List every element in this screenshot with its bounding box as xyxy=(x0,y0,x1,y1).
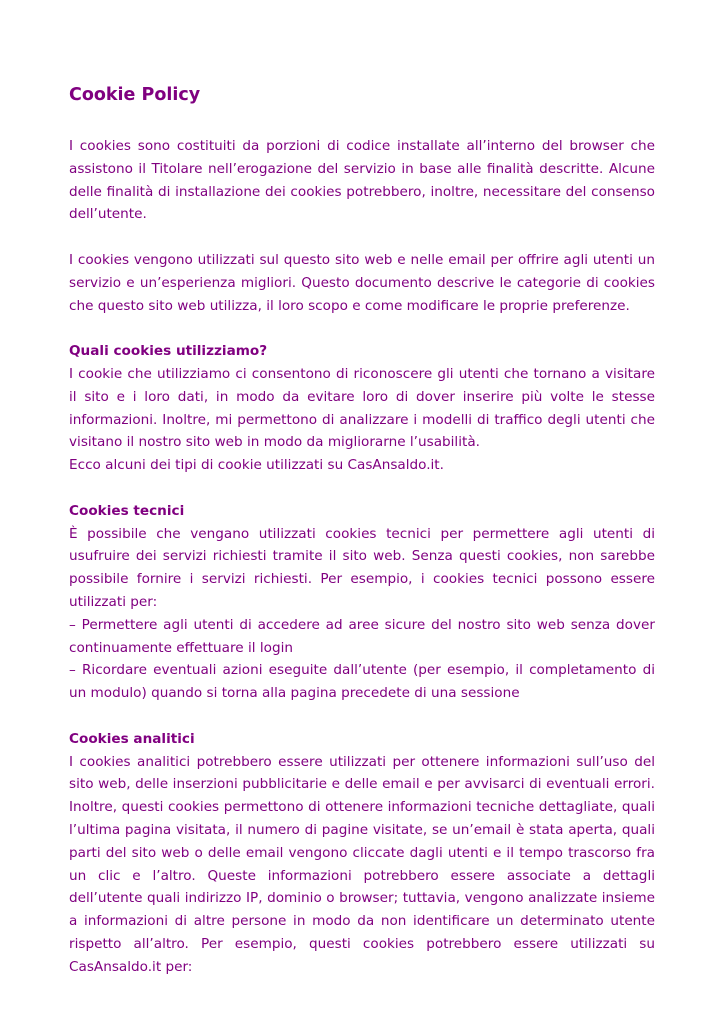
section-heading: Quali cookies utilizziamo? xyxy=(69,343,268,360)
paragraph-spacer xyxy=(69,477,655,500)
page-title: Cookie Policy xyxy=(69,85,201,105)
section-body: È possibile che vengano utilizzati cookies tecnici per permettere agli utenti di usufruire dei servizi richiesti tramite il sito web. Senza questi cookies, non sarebbe possibile fornire i servizi richiesti. Per esempio, i cookies tecnici possono essere utilizzati per: xyxy=(69,525,655,610)
section-heading: Cookies tecnici xyxy=(69,502,185,519)
section-body-closing: Ecco alcuni dei tipi di cookie utilizzati su CasAnsaldo.it. xyxy=(69,457,444,474)
section-body: I cookies analitici potrebbero essere utilizzati per ottenere informazioni sull’uso del sito web, delle inserzioni pubblicitarie e delle email e per avvisarci di eventuali errori. Inoltre, questi cookies permettono di ottenere informazioni tecniche dettagliate, quali l’ultima pagina visitata, il numero di pagine visitate, se un’email è stata aperta, quali parti del sito web o delle email vengono cliccate dagli utenti e il tempo trascorso fra un clic e l’altro. Queste informazioni potrebbero essere associate a dettagli dell’utente quali indirizzo IP, dominio o browser; tuttavia, vengono analizzate insieme a informazioni di altre persone in modo da non identificare un determinato utente rispetto all’altro. Per esempio, questi cookies potrebbero essere utilizzati su CasAnsaldo.it per: xyxy=(69,753,655,975)
list-item: – Ricordare eventuali azioni eseguite dall’utente (per esempio, il completamento di un modulo) quando si torna alla pagina precedete di una sessione xyxy=(69,662,655,702)
intro-paragraph-1: I cookies sono costituiti da porzioni di codice installate all’interno del browser che assistono il Titolare nell’erogazione del servizio in base alle finalità descritte. Alcune delle finalità di installazione dei cookies potrebbero, inoltre, necessitare del consenso dell’utente. xyxy=(69,138,655,223)
section-cookies-tecnici xyxy=(69,500,655,705)
paragraph-spacer xyxy=(69,705,655,728)
intro-paragraph-2: I cookies vengono utilizzati sul questo sito web e nelle email per offrire agli utenti un servizio e un’esperienza migliori. Questo documento descrive le categorie di cookies che questo sito web utilizza, il loro scopo e come modificare le proprie preferenze. xyxy=(69,251,655,314)
section-quali-cookies xyxy=(69,340,655,477)
section-cookies-analitici xyxy=(69,728,655,979)
paragraph-spacer xyxy=(69,317,655,340)
document-page xyxy=(69,82,655,978)
list-item: – Permettere agli utenti di accedere ad aree sicure del nostro sito web senza dover continuamente effettuare il login xyxy=(69,616,655,656)
section-heading: Cookies analitici xyxy=(69,730,195,747)
paragraph-spacer xyxy=(69,226,655,249)
section-body: I cookie che utilizziamo ci consentono di riconoscere gli utenti che tornano a visitare il sito e i loro dati, in modo da evitare loro di dover inserire più volte le stesse informazioni. Inoltre, mi permettono di analizzare i modelli di traffico degli utenti che visitano il nostro sito web in modo da migliorarne l’usabilità. xyxy=(69,365,655,451)
